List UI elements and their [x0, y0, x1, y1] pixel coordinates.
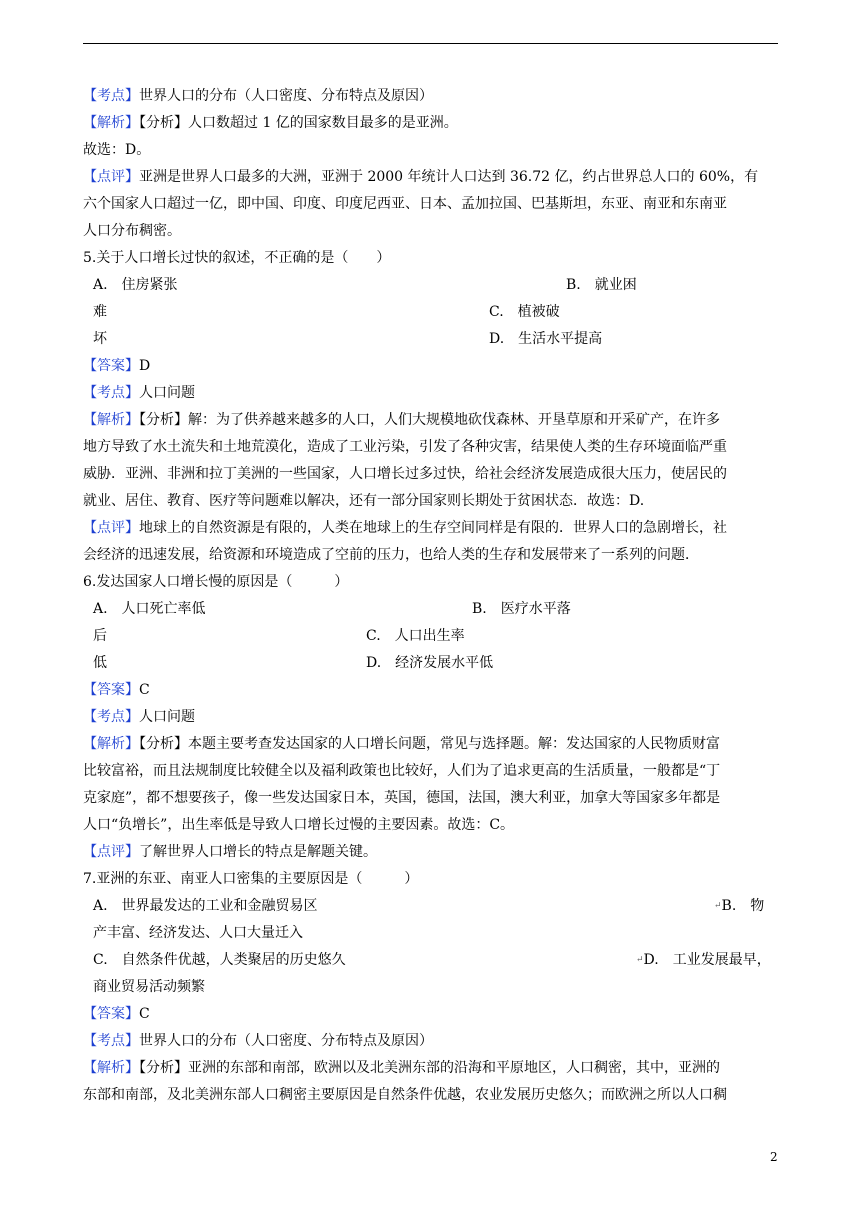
q5-dianping-cont: 会经济的迅速发展，给资源和环境造成了空前的压力，也给人类的生存和发展带来了一系列的问题． [83, 547, 699, 563]
q5-dianping-line [83, 518, 727, 538]
jiexi-text: 【分析】人口数超过 1 亿的国家数目最多的是亚洲。 [139, 115, 458, 131]
answer-text: C [139, 1006, 150, 1022]
jiexi-tag: 【解析】 [83, 736, 139, 752]
dianping-tag: 【点评】 [83, 169, 139, 185]
kaodian-tag: 【考点】 [83, 88, 139, 104]
dianping-tag: 【点评】 [83, 520, 139, 536]
kaodian-text: 世界人口的分布（人口密度、分布特点及原因） [139, 88, 433, 104]
q6-option-c-cont: 低 [93, 655, 107, 671]
q7-option-a: A. 世界最发达的工业和金融贸易区 [93, 898, 318, 914]
q5-jiexi-cont: 地方导致了水土流失和土地荒漠化，造成了工业污染，引发了各种灾害，结果使人类的生存环境面临严重 [83, 439, 727, 455]
daan-tag: 【答案】 [83, 682, 139, 698]
jiexi-text: 【分析】亚洲的东部和南部，欧洲以及北美洲东部的沿海和平原地区，人口稠密，其中，亚洲的 [139, 1060, 720, 1076]
q6-kaodian-line [83, 707, 195, 727]
q6-jiexi-cont: 克家庭”，都不想要孩子，像一些发达国家日本，英国，德国，法国，澳大利亚，加拿大等国家多年都是 [83, 790, 721, 806]
q5-kaodian-line [83, 383, 195, 403]
q5-jiexi-cont: 就业、居住、教育、医疗等问题难以解决，还有一部分国家则长期处于贫困状态．故选：D. [83, 493, 645, 509]
q6-jiexi-line [83, 734, 720, 754]
q7-stem: 7.亚洲的东亚、南亚人口密集的主要原因是（ ） [83, 871, 419, 887]
jiexi-tag: 【解析】 [83, 115, 139, 131]
q7-answer-line [83, 1004, 150, 1024]
q7-option-d [636, 950, 771, 970]
kaodian-text: 人口问题 [139, 385, 195, 401]
q6-answer-line [83, 680, 150, 700]
q6-jiexi-cont: 人口“负增长”，出生率低是导致人口增长过慢的主要因素。故选：C。 [83, 817, 515, 833]
dianping-tag: 【点评】 [83, 844, 139, 860]
q5-answer-line [83, 356, 150, 376]
kaodian-tag: 【考点】 [83, 709, 139, 725]
q4-dianping-cont: 六个国家人口超过一亿，即中国、印度、印度尼西亚、日本、孟加拉国、巴基斯坦，东亚、南亚和东南亚 [83, 196, 727, 212]
kaodian-tag: 【考点】 [83, 385, 139, 401]
q4-dianping-cont: 人口分布稠密。 [83, 223, 181, 239]
kaodian-text: 人口问题 [139, 709, 195, 725]
jiexi-tag: 【解析】 [83, 412, 139, 428]
q5-option-d: D. 生活水平提高 [489, 331, 603, 347]
q6-option-d: D. 经济发展水平低 [366, 655, 494, 671]
q4-guxuan: 故选：D。 [83, 142, 151, 158]
q6-stem: 6.发达国家人口增长慢的原因是（ ） [83, 574, 349, 590]
q5-option-a: A. 住房紧张 [93, 277, 178, 293]
q7-option-b-text: B. 物 [721, 898, 765, 914]
q5-jiexi-line [83, 410, 720, 430]
jiexi-text: 【分析】解：为了供养越来越多的人口，人们大规模地砍伐森林、开垦草原和开采矿产，在许多 [139, 412, 720, 428]
dianping-text: 地球上的自然资源是有限的，人类在地球上的生存空间同样是有限的．世界人口的急剧增长，社 [139, 520, 727, 536]
q7-option-d-cont: 商业贸易活动频繁 [93, 979, 205, 995]
q7-option-b [714, 896, 764, 916]
jiexi-text: 【分析】本题主要考查发达国家的人口增长问题，常见与选择题。解：发达国家的人民物质财富 [139, 736, 720, 752]
tab-mark-icon: ↵ [636, 955, 644, 965]
q5-option-c-cont: 坏 [93, 331, 107, 347]
q6-option-c: C. 人口出生率 [366, 628, 465, 644]
q6-option-b-cont: 后 [93, 628, 107, 644]
tab-mark-icon: ↵ [714, 901, 722, 911]
q5-option-b: B. 就业困 [566, 277, 637, 293]
answer-text: D [139, 358, 151, 374]
daan-tag: 【答案】 [83, 1006, 139, 1022]
q7-jiexi-line [83, 1058, 720, 1078]
q5-option-c: C. 植被破 [489, 304, 560, 320]
q6-jiexi-cont: 比较富裕，而且法规制度比较健全以及福利政策也比较好，人们为了追求更高的生活质量，一般都是“丁 [83, 763, 721, 779]
kaodian-text: 世界人口的分布（人口密度、分布特点及原因） [139, 1033, 433, 1049]
q7-option-b-cont: 产丰富、经济发达、人口大量迁入 [93, 925, 303, 941]
page-number: 2 [770, 1150, 778, 1164]
q7-option-c: C. 自然条件优越，人类聚居的历史悠久 [93, 952, 346, 968]
header-rule [83, 43, 778, 44]
q6-option-b: B. 医疗水平落 [472, 601, 571, 617]
dianping-text: 亚洲是世界人口最多的大洲，亚洲于 2000 年统计人口达到 36.72 亿，约占世界总人口的 60%，有 [139, 169, 759, 185]
jiexi-tag: 【解析】 [83, 1060, 139, 1076]
dianping-text: 了解世界人口增长的特点是解题关键。 [139, 844, 377, 860]
q6-option-a: A. 人口死亡率低 [93, 601, 206, 617]
q5-stem: 5.关于人口增长过快的叙述，不正确的是（ ） [83, 250, 391, 266]
q7-kaodian-line [83, 1031, 433, 1051]
q4-jiexi-line [83, 113, 458, 133]
q4-kaodian-line [83, 86, 433, 106]
q5-jiexi-cont: 威胁．亚洲、非洲和拉丁美洲的一些国家，人口增长过多过快，给社会经济发展造成很大压力，使居民的 [83, 466, 727, 482]
q4-dianping-line [83, 167, 758, 187]
daan-tag: 【答案】 [83, 358, 139, 374]
answer-text: C [139, 682, 150, 698]
q6-dianping-line [83, 842, 377, 862]
q7-option-d-text: D. 工业发展最早， [643, 952, 771, 968]
kaodian-tag: 【考点】 [83, 1033, 139, 1049]
q7-jiexi-cont: 东部和南部，及北美洲东部人口稠密主要原因是自然条件优越，农业发展历史悠久；而欧洲之所以人口稠 [83, 1087, 727, 1103]
q5-option-b-cont: 难 [93, 304, 107, 320]
